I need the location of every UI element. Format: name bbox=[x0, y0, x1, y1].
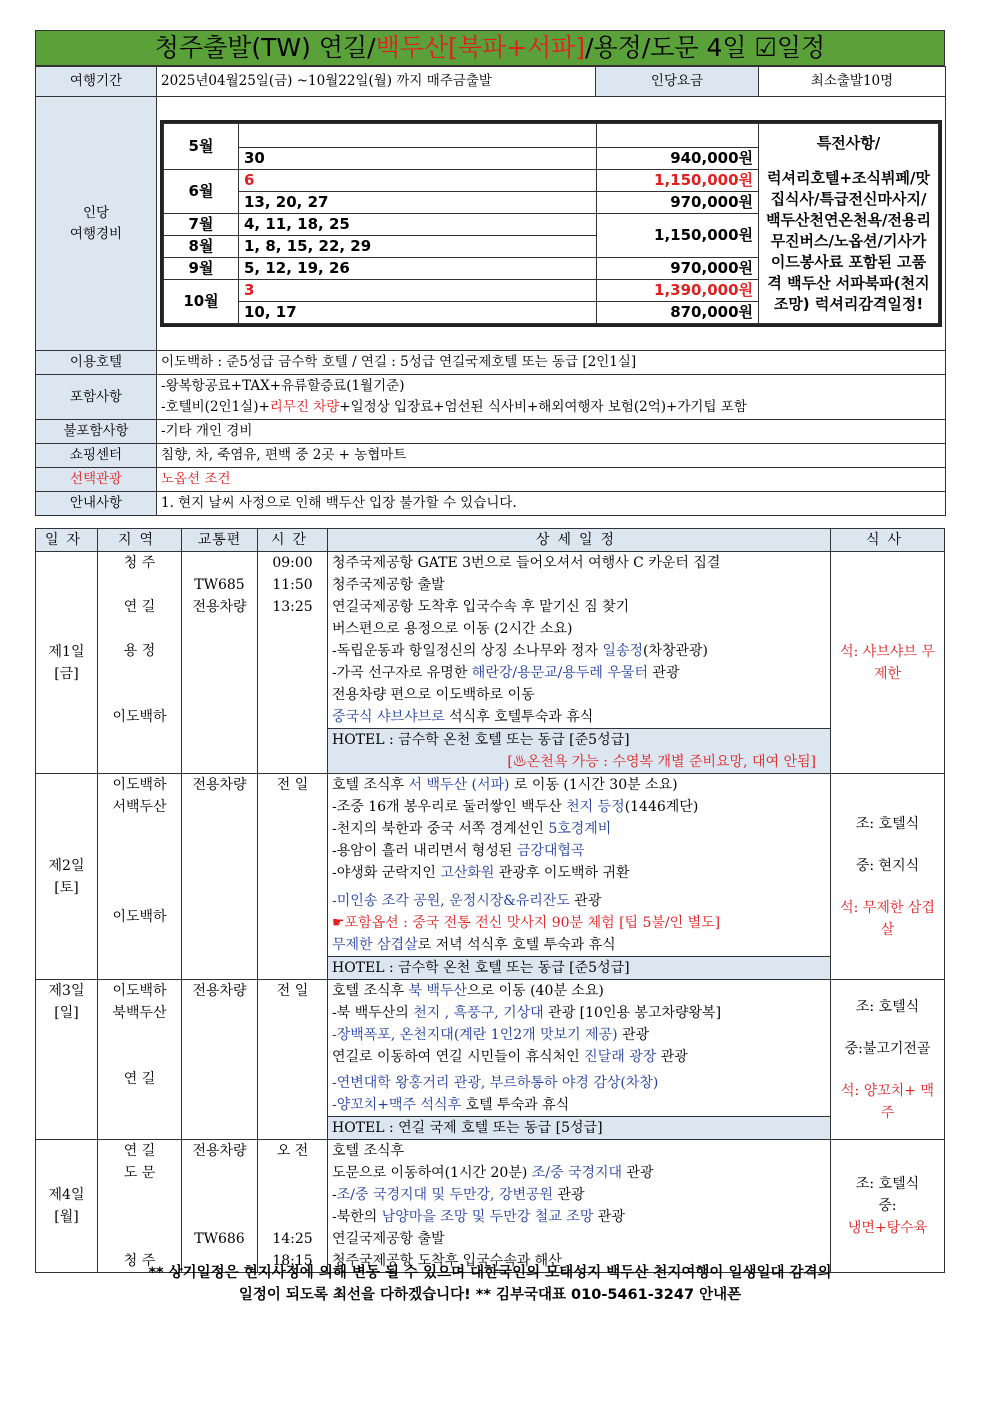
day3-time: 전 일 bbox=[258, 980, 328, 1140]
header-region: 지역 bbox=[98, 529, 182, 552]
itinerary-page bbox=[35, 30, 945, 1273]
hotel-label: 이용호텔 bbox=[36, 351, 157, 375]
min-people: 최소출발10명 bbox=[759, 67, 946, 97]
header-transport: 교통편 bbox=[182, 529, 258, 552]
header-meal: 식사 bbox=[831, 529, 945, 552]
dates-may-empty bbox=[239, 124, 597, 148]
header-detail: 상세일정 bbox=[328, 529, 831, 552]
price-dates: 3 bbox=[239, 280, 597, 302]
price-amount: 970,000원 bbox=[597, 258, 759, 280]
day4-times: 오 전 14:25 18:15 bbox=[258, 1140, 328, 1273]
price-amount: 1,390,000원 bbox=[597, 280, 759, 302]
shop-value: 침향, 차, 죽염유, 편백 중 2곳 + 농협마트 bbox=[157, 444, 946, 468]
info-table bbox=[35, 66, 946, 516]
price-label: 인당요금 bbox=[596, 67, 759, 97]
special-title: 특전사항/ bbox=[816, 133, 881, 152]
hotel-value: 이도백하 : 준5성급 금수학 호텔 / 연길 : 5성급 연길국제호텔 또는 동급 [2인1실] bbox=[157, 351, 946, 375]
notice-label: 안내사항 bbox=[36, 492, 157, 516]
page-title: 청주출발(TW) 연길/백두산[북파+서파]/용정/도문 4일 ☑일정 bbox=[35, 30, 945, 66]
notice-value: 1. 현지 날씨 사정으로 인해 백두산 입장 불가할 수 있습니다. bbox=[157, 492, 946, 516]
price-dates: 10, 17 bbox=[239, 302, 597, 324]
day2-transport: 전용차량 bbox=[182, 774, 258, 980]
price-amount: 970,000원 bbox=[597, 192, 759, 214]
exclude-value: -기타 개인 경비 bbox=[157, 420, 946, 444]
day1-meal: 석: 샤브샤브 무제한 bbox=[831, 552, 945, 774]
day3-transport: 전용차량 bbox=[182, 980, 258, 1140]
day1-times: 09:00 11:50 13:25 bbox=[258, 552, 328, 774]
day3-row bbox=[36, 980, 945, 1140]
footer-note: ** 상기일정은 현지사정에 의해 변동 될 수 있으며 대한국인의 모태성지 백두산 천지여행이 일생일대 감격의 일정이 되도록 최선을 다하겠습니다! ** 김부국대표 010-5461-3247 안내폰 bbox=[148, 1265, 832, 1303]
day2-row bbox=[36, 774, 945, 980]
day2-time: 전 일 bbox=[258, 774, 328, 980]
price-dates: 5, 12, 19, 26 bbox=[239, 258, 597, 280]
period-value: 2025년04월25일(금) ~10월22일(월) 까지 매주금출발 bbox=[157, 67, 596, 97]
month-september: 9월 bbox=[164, 258, 239, 280]
shop-label: 쇼핑센터 bbox=[36, 444, 157, 468]
day4-transport: 전용차량 TW686 bbox=[182, 1140, 258, 1273]
price-dates: 1, 8, 15, 22, 29 bbox=[239, 236, 597, 258]
special-features bbox=[759, 124, 939, 324]
include-label: 포함사항 bbox=[36, 375, 157, 420]
day1-label: 제1일 [금] bbox=[36, 552, 98, 774]
price-table bbox=[160, 120, 942, 327]
price-dates: 13, 20, 27 bbox=[239, 192, 597, 214]
price-amount: 940,000원 bbox=[597, 148, 759, 170]
special-body: 럭셔리호텔+조식뷔페/맛집식사/특급전신마사지/백두산천연온천욕/전용리무진버스/노옵션/기사가이드봉사료 포함된 고품격 백두산 서파북파(천지조망) 럭셔리감격일정! bbox=[766, 168, 931, 313]
amount-may-empty bbox=[597, 124, 759, 148]
option-label: 선택관광 bbox=[36, 468, 157, 492]
day2-label: 제2일 [토] bbox=[36, 774, 98, 980]
day3-label: 제3일 [일] bbox=[36, 980, 98, 1140]
day4-regions: 연 길 도 문 청 주 bbox=[98, 1140, 182, 1273]
schedule-table bbox=[35, 528, 945, 1273]
header-day: 일자 bbox=[36, 529, 98, 552]
day3-hotel: HOTEL : 연길 국제 호텔 또는 동급 [5성급] bbox=[328, 1116, 830, 1139]
header-time: 시간 bbox=[258, 529, 328, 552]
price-amount: 1,150,000원 bbox=[597, 214, 759, 258]
price-dates: 6 bbox=[239, 170, 597, 192]
title-highlight: 백두산[북파+서파] bbox=[375, 33, 586, 62]
include-value: -왕복항공료+TAX+유류할증료(1월기준) -호텔비(2인1실)+리무진 차량+일정상 입장료+엄선된 식사비+해외여행자 보험(2억)+가기팁 포함 bbox=[157, 375, 946, 420]
day1-regions: 청 주 연 길 용 정 이도백하 bbox=[98, 552, 182, 774]
month-june: 6월 bbox=[164, 170, 239, 214]
month-may: 5월 bbox=[164, 124, 239, 170]
day1-hotel: HOTEL : 금수학 온천 호텔 또는 동급 [준5성급] [♨온천욕 가능 : 수영복 개별 준비요망, 대여 안됨] bbox=[328, 728, 830, 773]
day3-details: 호텔 조식후 북 백두산으로 이동 (40분 소요) -북 백두산의 천지 , 흑풍구, 기상대 관광 [10인용 봉고차량왕복] -장백폭포, 온천지대(계란 1인2개 맛보기 제공) 관광 연길로 이동하여 연길 시민들이 휴식처인 진달래 광장 관광 -연변대학 왕홍거리 관광, 부르하통하 야경 감상(차창) -양꼬치+맥주 석식후 호텔 투숙과 휴식 HOTEL : 연길 국제 호텔 또는 동급 [5성급] bbox=[328, 980, 831, 1140]
day4-meal: 조: 호텔식 중: 냉면+탕수육 bbox=[831, 1140, 945, 1273]
price-amount: 870,000원 bbox=[597, 302, 759, 324]
day4-label: 제4일 [월] bbox=[36, 1140, 98, 1273]
day2-hotel: HOTEL : 금수학 온천 호텔 또는 동급 [준5성급] bbox=[328, 956, 830, 979]
day2-details: 호텔 조식후 서 백두산 (서파) 로 이동 (1시간 30분 소요) -조중 16개 봉우리로 둘러쌓인 백두산 천지 등정(1446계단) -천지의 북한과 중국 서쪽 경계선인 5호경계비 -용암이 흘러 내리면서 형성된 금강대협곡 -야생화 군락지인 고산화원 관광후 이도백하 귀환 -미인송 조각 공원, 운정시장&유리잔도 관광 ☛포함옵션 : 중국 전통 전신 맛사지 90분 체험 [팁 5불/인 별도] 무제한 삼겹살로 저녁 석식후 호텔 투숙과 휴식 HOTEL : 금수학 온천 호텔 또는 동급 [준5성급] bbox=[328, 774, 831, 980]
day1-transport: TW685 전용차량 bbox=[182, 552, 258, 774]
option-value: 노옵션 조건 bbox=[157, 468, 946, 492]
month-august: 8월 bbox=[164, 236, 239, 258]
month-october: 10월 bbox=[164, 280, 239, 324]
period-label: 여행기간 bbox=[36, 67, 157, 97]
day3-regions: 이도백하 북백두산 연 길 bbox=[98, 980, 182, 1140]
day4-row bbox=[36, 1140, 945, 1273]
price-dates: 30 bbox=[239, 148, 597, 170]
day1-row bbox=[36, 552, 945, 774]
cost-label: 인당 여행경비 bbox=[36, 97, 157, 351]
exclude-label: 불포함사항 bbox=[36, 420, 157, 444]
month-july: 7월 bbox=[164, 214, 239, 236]
day2-regions: 이도백하 서백두산 이도백하 bbox=[98, 774, 182, 980]
day1-details: 청주국제공항 GATE 3번으로 들어오셔서 여행사 C 카운터 집결 청주국제공항 출발 연길국제공항 도착후 입국수속 후 맡기신 짐 찾기 버스편으로 용정으로 이동 (2시간 소요) -독립운동과 항일정신의 상징 소나무와 정자 일송정(차창관광) -가곡 선구자로 유명한 해란강/용문교/용두레 우물터 관광 전용차량 편으로 이도백하로 이동 중국식 샤브샤브로 석식후 호텔투숙과 휴식 HOTEL : 금수학 온천 호텔 또는 동급 [준5성급] [♨온천욕 가능 : 수영복 개별 준비요망, 대여 안됨] bbox=[328, 552, 831, 774]
price-amount: 1,150,000원 bbox=[597, 170, 759, 192]
day3-meal: 조: 호텔식 중:불고기전골 석: 양꼬치+ 맥 주 bbox=[831, 980, 945, 1140]
day2-meal: 조: 호텔식 중: 현지식 석: 무제한 삼겹살 bbox=[831, 774, 945, 980]
day4-details: 호텔 조식후 도문으로 이동하여(1시간 20분) 조/중 국경지대 관광 -조/중 국경지대 및 두만강, 강변공원 관광 -북한의 남양마을 조망 및 두만강 철교 조망 관광 연길국제공항 출발 청주국제공항 도착후 입국수속과 해산 bbox=[328, 1140, 831, 1273]
price-dates: 4, 11, 18, 25 bbox=[239, 214, 597, 236]
